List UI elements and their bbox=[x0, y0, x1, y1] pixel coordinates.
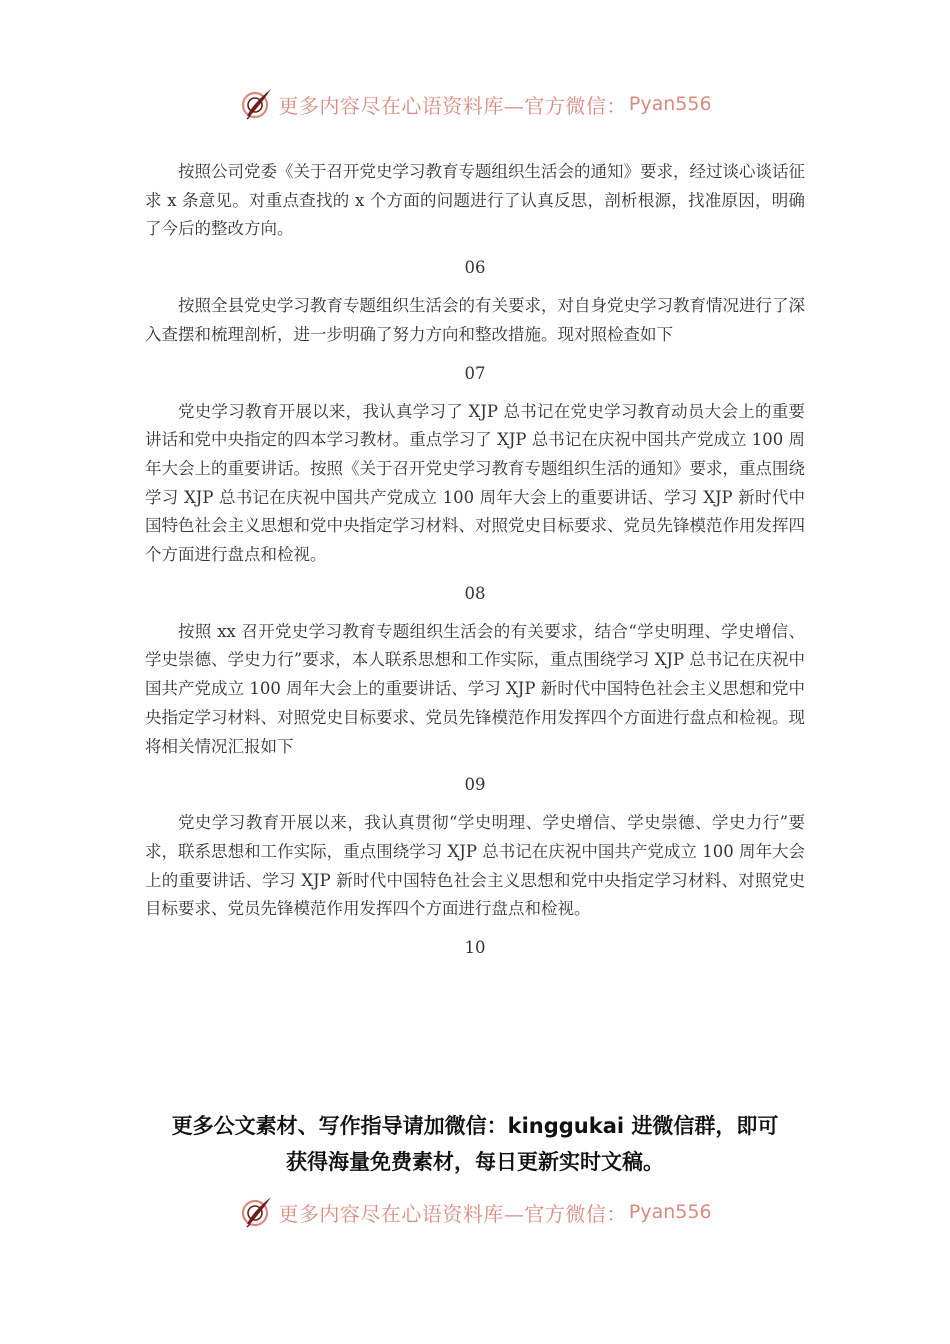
promo-line-2: 获得海量免费素材，每日更新实时文稿。 bbox=[286, 1150, 664, 1174]
paragraph-2: 按照全县党史学习教育专题组织生活会的有关要求，对自身党史学习教育情况进行了深入查摆和梳理剖析，进一步明确了努力方向和整改措施。现对照检查如下 bbox=[145, 296, 805, 344]
section-number-09: 09 bbox=[464, 775, 486, 795]
promo-line-1: 更多公文素材、写作指导请加微信：kinggukai 进微信群，即可 bbox=[171, 1114, 779, 1138]
quill-logo-icon bbox=[238, 86, 274, 122]
paragraph-4: 按照 xx 召开党史学习教育专题组织生活会的有关要求，结合“学史明理、学史增信、学史崇德、学史力行”要求，本人联系思想和工作实际，重点围绕学习 XJP 总书记在庆祝中国共产党成立 100 周年大会上的重要讲话、学习 XJP 新时代中国特色社会主义思想和党中央指定学习材料、对照党史目标要求、党员先锋模范作用发挥四个方面进行盘点和检视。现将相关情况汇报如下 bbox=[145, 621, 805, 756]
wechat-id: Pyan556 bbox=[628, 93, 712, 115]
paragraph-3: 党史学习教育开展以来，我认真学习了 XJP 总书记在党史学习教育动员大会上的重要讲话和党中央指定的四本学习教材。重点学习了 XJP 总书记在庆祝中国共产党成立 100 周年大会上的重要讲话。按照《关于召开党史学习教育专题组织生活的通知》要求，重点围绕学习 XJP 总书记在庆祝中国共产党成立 100 周年大会上的重要讲话、学习 XJP 新时代中国特色社会主义思想和党中央指定学习材料、对照党史目标要求、党员先锋模范作用发挥四个方面进行盘点和检视。 bbox=[145, 401, 805, 565]
promo-block bbox=[0, 1108, 950, 1180]
section-number-06: 06 bbox=[464, 258, 486, 278]
paragraph-5: 党史学习教育开展以来，我认真贯彻“学史明理、学史增信、学史崇德、学史力行”要求，联系思想和工作实际，重点围绕学习 XJP 总书记在庆祝中国共产党成立 100 周年大会上的重要讲话、学习 XJP 新时代中国特色社会主义思想和党中央指定学习材料、对照党史目标要求、党员先锋模范作用发挥四个方面进行盘点和检视。 bbox=[145, 813, 805, 919]
section-number-08: 08 bbox=[464, 583, 486, 603]
footer-banner bbox=[0, 1192, 950, 1232]
section-number-07: 07 bbox=[464, 363, 486, 383]
banner-text: 更多内容尽在心语资料库—官方微信： bbox=[278, 93, 627, 118]
quill-logo-icon bbox=[238, 1194, 274, 1230]
document-body bbox=[145, 158, 805, 972]
banner-text: 更多内容尽在心语资料库—官方微信： bbox=[278, 1201, 627, 1226]
wechat-id: Pyan556 bbox=[628, 1201, 712, 1223]
section-number-10: 10 bbox=[464, 938, 486, 958]
header-banner bbox=[0, 84, 950, 124]
paragraph-1: 按照公司党委《关于召开党史学习教育专题组织生活会的通知》要求，经过谈心谈话征求 x 条意见。对重点查找的 x 个方面的问题进行了认真反思，剖析根源，找准原因，明确了今后的整改方向。 bbox=[145, 162, 805, 239]
